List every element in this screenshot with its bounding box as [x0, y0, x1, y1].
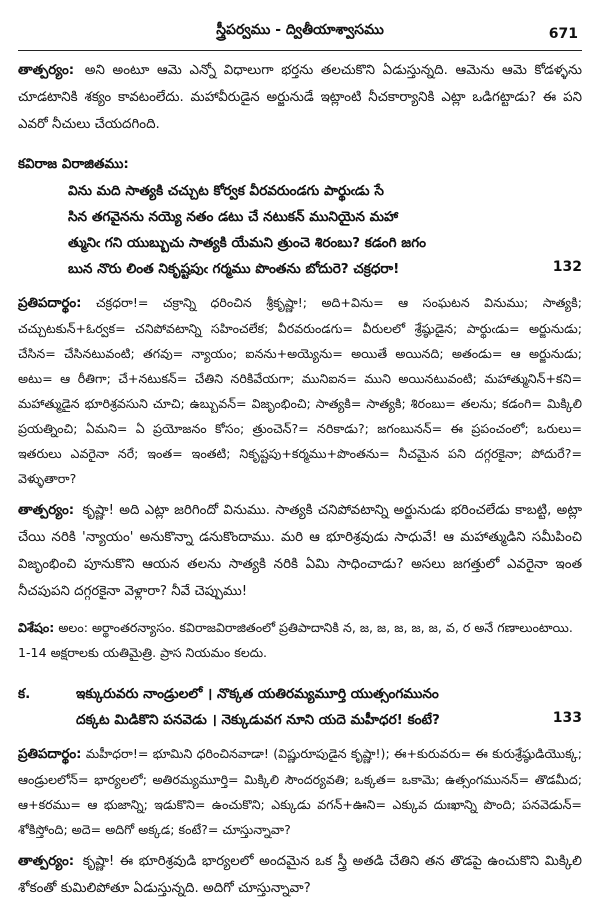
tatparyam-label: తాత్పర్యం:: [18, 503, 75, 518]
pratipadartham-text: చక్రధరా!= చక్రాన్ని ధరించిన శ్రీకృష్ణా!; అది+విను= ఆ సంఘటన వినుము; సాత్యకి; చచ్చుటకున్+ఓర్వక= చనిపోవటాన్ని సహించలేక; వీరవరుండగు= వీరులలో శ్రేష్ఠుడైన; పార్థుఁడు= అర్జునుడు; చేసిన= చేసినటువంటి; తగవు= న్యాయం; ఐనను+అయ్యెను= అయితే అయినది; అతండు= ఆ అర్జునుడు; అటు= ఆ రీతిగా; చే+నటుకన్= చేతిని నరికివేయగా; మునిఐన= ముని అయినటువంటి; మహాత్మునిన్+కని= మహాత్ముడైన భూరిశ్రవసుని చూచి; ఉబ్బువన్= విజృంభించి; సాత్యకి= సాత్యకి; శిరంబు= తలను; కడంగి= మిక్కిలి ప్రయత్నించి; ఏమని= ఏ ప్రయోజనం కోసం; త్రుంచెన్?= నరికాడు?; జగంబునన్= ఈ ప్రపంచంలో; ఒరులు= ఇతరులు ఎవరైనా నరే; ఇంత= ఇంతటి; నికృష్టపు+కర్మము+పొంతను= నీచమైన పని దగ్గరకైనా; పోదురే?= వెళ్ళుతారా?: [18, 295, 582, 486]
tatparyam-text: కృష్ణా! అది ఎట్లా జరిగిందో వినుము. సాత్యకి చనిపోవటాన్ని అర్జునుడు భరించలేడు కాబట్టి, అట్లా చేయి నరికి 'న్యాయం' అనుకొన్నా డనుకొందాము. మరి ఆ భూరిశ్రవుడు సాధువే! ఆ మహాత్ముడిని సమీపించి విజృంభించి పూనుకొని ఆయన తలను సాత్యకి నరికి ఏమి సాధించాడు? అసలు జగత్తులో ఎవరైనా ఇంత నీచపుపని దగ్గరకైనా వెళ్లారా? నీవే చెప్పుము!: [18, 503, 582, 599]
verse-line: త్మునిఁ గని యుబ్బుచు సాత్యకి యేమని త్రుంచె శిరంబు? కడంగి జగం: [68, 235, 427, 251]
verse-line: బున నొరు లింత నికృష్టపుఁ గర్మము పొంతను బోదురె? చక్రధరా!: [68, 261, 400, 277]
meter-marker: క.: [18, 686, 31, 702]
tatparyam-paragraph-2: [18, 497, 582, 605]
pratipadartham-132: [18, 290, 582, 491]
kanda-verse-133: [18, 681, 582, 733]
header-rule: [18, 50, 582, 51]
verse-132: [68, 178, 582, 282]
pratipadartham-label: ప్రతిపదార్థం:: [18, 296, 82, 311]
tatparyam-text: కృష్ణా! ఈ భూరిశ్రవుడి భార్యలలో అందమైన ఒక స్త్రీ అతడి చేతిని తన తొడపై ఉంచుకొని మిక్కిలి శోకంతో కుమిలిపోతూ ఏడుస్తున్నది. అదిగో చూస్తున్నావా?: [18, 854, 582, 896]
verse-line: విను మది సాత్యకి చచ్చుట కోర్వక వీరవరుండగు పార్థుఁడు సే: [68, 183, 384, 199]
verse-line: ఇక్కురువరు నాండ్రులలో । నొక్కత యతిరమ్యమూర్తి యుత్సంగమునం: [76, 686, 439, 702]
verse-number: 133: [552, 710, 582, 726]
verse-133: [76, 681, 582, 733]
pratipadartham-133: [18, 741, 582, 842]
page-number: 671: [548, 26, 578, 42]
verse-number: 132: [552, 259, 582, 275]
tatparyam-text: అని అంటూ ఆమె ఎన్నో విధాలుగా భర్తను తలచుకొని ఏడుస్తున్నది. ఆమెను ఆమె కోడళ్ళను చూడటానికి శక్యం కావటంలేదు. మహావీరుడైన అర్జునుడే ఇట్లాంటి నీచకార్యానికి ఎట్లా ఒడిగట్టాడు? ఈ పని ఎవరో నీచులు చేయదగింది.: [18, 63, 582, 132]
running-title: స్త్రీపర్వము - ద్వితీయాశ్వాసము: [216, 22, 384, 38]
pratipadartham-label: ప్రతిపదార్థం:: [18, 747, 82, 762]
page-header: [18, 0, 582, 44]
verse-line: దక్కట మిడికొని పనవెడు । నెక్కుడువగ నూని యదె మహీధర! కంటే?: [76, 712, 440, 728]
pratipadartham-text: మహీధరా!= భూమిని ధరించినవాడా! (విష్ణురూపుడైన కృష్ణా!); ఈ+కురువరు= ఈ కురుశ్రేష్ఠుడియొక్క; ఆండ్రులలోన్= భార్యలలో; అతిరమ్యమూర్తి= మిక్కిలి సౌందర్యవతి; ఒక్కత= ఒకామె; ఉత్సంగమునన్= తొడమీద; ఆ+కరము= ఆ భుజాన్ని; ఇడుకొని= ఉంచుకొని; ఎక్కుడు వగన్+ఊని= ఎక్కువ దుఃఖాన్ని పొంది; పనవెడున్= శోకిస్తోంది; అదె= అదిగో అక్కడ; కంటే?= చూస్తున్నావా?: [18, 746, 582, 837]
verse-line: సిన తగవైనను నయ్యె నతం డటు చే నటుకన్ మునియైన మహా: [68, 209, 399, 225]
tatparyam-paragraph-1: [18, 57, 582, 138]
tatparyam-label: తాత్పర్యం:: [18, 63, 75, 78]
visesham-text: అలం: అర్థాంతరన్యాసం. కవిరాజవిరాజితంలో ప్రతిపాదానికి న, జ, జ, జ, జ, జ, వ, ర అనే గణాలుంటాయి. 1-14 అక్షరాలకు యతిమైత్రి. ప్రాస నియమం కలదు.: [18, 620, 573, 660]
tatparyam-label: తాత్పర్యం:: [18, 854, 75, 869]
visesham-label: విశేషం:: [18, 620, 55, 635]
visesham-note: [18, 615, 582, 665]
tatparyam-paragraph-3: [18, 848, 582, 902]
meter-title: కవిరాజ విరాజితము:: [18, 156, 129, 172]
